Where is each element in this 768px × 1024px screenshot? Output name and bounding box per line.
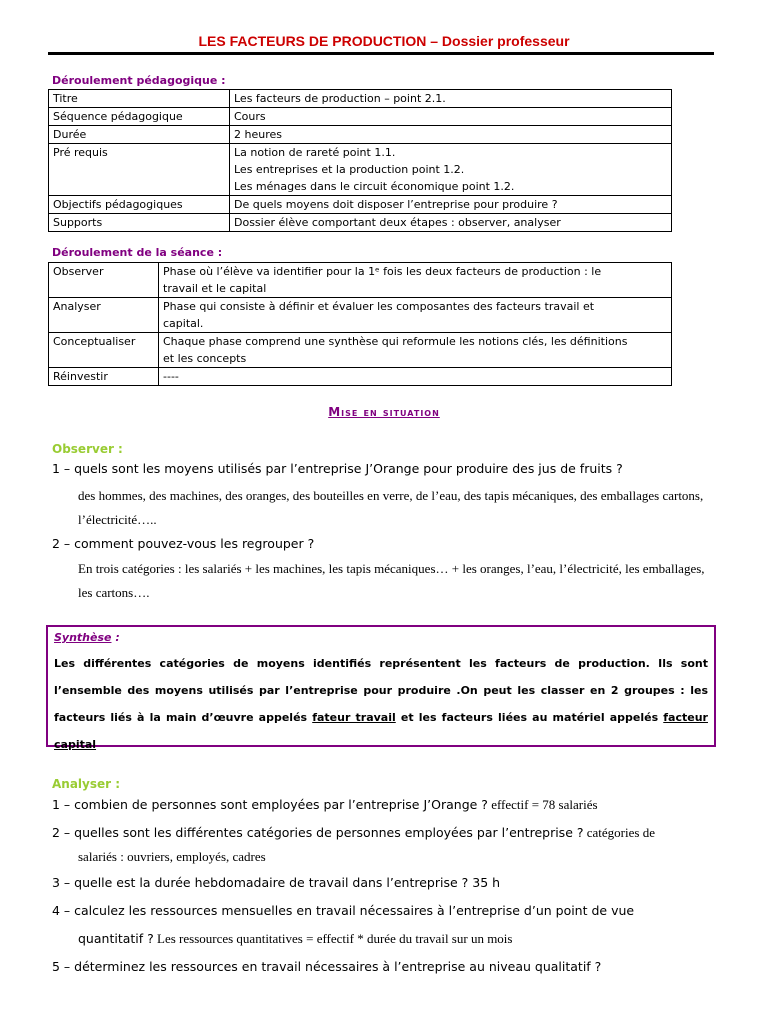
analyser-question-2: 2 – quelles sont les différentes catégories de personnes employées par l’entreprise ? catégories de: [52, 825, 655, 840]
observer-answer-1: des hommes, des machines, des oranges, des bouteilles en verre, de l’eau, des tapis mécaniques, des emballages cartons, l’électricité…..: [78, 488, 704, 527]
observer-answer-2: En trois catégories : les salariés + les machines, les tapis mécaniques… + les oranges, l’eau, l’électricité, les emballages, les cartons….: [78, 561, 705, 600]
analyser-question-3: 3 – quelle est la durée hebdomadaire de travail dans l’entreprise ? 35 h: [52, 875, 501, 890]
row-value: [230, 214, 672, 232]
row-value-line: Les facteurs de production – point 2.1.: [234, 92, 446, 105]
analyser-question-5: 5 – déterminez les ressources en travail nécessaires à l’entreprise au niveau qualitatif ?: [52, 959, 602, 974]
analyser-question-4-cont: quantitatif ? Les ressources quantitatives = effectif * durée du travail sur un mois: [78, 931, 513, 946]
title-rule: [48, 52, 714, 55]
row-value-line: Phase qui consiste à définir et évaluer les composantes des facteurs travail et: [163, 300, 595, 313]
analyser-heading: Analyser :: [52, 777, 121, 791]
analyser-question-1: 1 – combien de personnes sont employées par l’entreprise J’Orange ? effectif = 78 salariés: [52, 797, 598, 812]
row-label: Objectifs pédagogiques: [49, 196, 230, 214]
row-value-line: Cours: [234, 110, 266, 123]
term-facteur-capital: facteur capital: [54, 711, 708, 751]
deroulement-seance-table: [48, 262, 672, 386]
document-title: LES FACTEURS DE PRODUCTION – Dossier professeur: [198, 33, 570, 49]
row-value-line: capital.: [163, 317, 204, 330]
term-facteur-travail: fateur travail: [312, 711, 396, 724]
row-value: [230, 196, 672, 214]
row-value-line: La notion de rareté point 1.1.: [234, 146, 396, 159]
observer-question-1: 1 – quels sont les moyens utilisés par l’entreprise J’Orange pour produire des jus de fruits ?: [52, 461, 623, 476]
row-value-line: 2 heures: [234, 128, 282, 141]
deroulement-pedagogique-table: [48, 89, 672, 232]
row-label: Titre: [49, 90, 230, 108]
table-row: [49, 214, 672, 232]
row-label: Séquence pédagogique: [49, 108, 230, 126]
deroulement-pedagogique-heading: Déroulement pédagogique :: [52, 74, 226, 87]
table-row: [49, 263, 672, 298]
row-value-line: Les ménages dans le circuit économique point 1.2.: [234, 180, 515, 193]
analyser-question-4: 4 – calculez les ressources mensuelles en travail nécessaires à l’entreprise d’un point de vue: [52, 903, 635, 918]
row-label: Analyser: [49, 298, 159, 333]
row-value-line: ----: [163, 370, 179, 383]
row-value: [230, 108, 672, 126]
row-value-line: De quels moyens doit disposer l’entreprise pour produire ?: [234, 198, 558, 211]
table-row: [49, 90, 672, 108]
table-row: [49, 333, 672, 368]
mise-en-situation-heading: Mise en situation: [328, 405, 440, 419]
row-value: [230, 144, 672, 196]
row-value: [159, 263, 672, 298]
row-value-line: travail et le capital: [163, 282, 267, 295]
table-row: [49, 298, 672, 333]
row-label: Pré requis: [49, 144, 230, 196]
row-label: Durée: [49, 126, 230, 144]
row-value: [230, 90, 672, 108]
row-value: [159, 333, 672, 368]
deroulement-seance-heading: Déroulement de la séance :: [52, 246, 223, 259]
row-value: [159, 298, 672, 333]
synthese-title: Synthèse :: [54, 631, 120, 644]
table-row: [49, 144, 672, 196]
row-label: Observer: [49, 263, 159, 298]
row-value-line: Phase où l’élève va identifier pour la 1ᵉ fois les deux facteurs de production : le: [163, 265, 602, 278]
row-value-line: et les concepts: [163, 352, 247, 365]
table-row: [49, 196, 672, 214]
row-label: Réinvestir: [49, 368, 159, 386]
table-row: [49, 108, 672, 126]
row-value-line: Dossier élève comportant deux étapes : observer, analyser: [234, 216, 561, 229]
table-row: [49, 126, 672, 144]
analyser-answer-2: salariés : ouvriers, employés, cadres: [78, 849, 266, 864]
row-value: [159, 368, 672, 386]
synthese-box: [46, 625, 716, 751]
observer-question-2: 2 – comment pouvez-vous les regrouper ?: [52, 536, 315, 551]
row-value: [230, 126, 672, 144]
synthese-body: Les différentes catégories de moyens identifiés représentent les facteurs de production. Ils sont l’ensemble des moyens utilisés par l’entreprise pour produire .On peut les classer en 2 groupes : les facteurs liés à la main d’œuvre appelés fateur travail et les facteurs liées au matériel appelés facteur capital: [54, 657, 708, 751]
row-label: Conceptualiser: [49, 333, 159, 368]
table-row: [49, 368, 672, 386]
row-value-line: Chaque phase comprend une synthèse qui reformule les notions clés, les définitions: [163, 335, 628, 348]
row-value-line: Les entreprises et la production point 1.2.: [234, 163, 465, 176]
observer-heading: Observer :: [52, 442, 123, 456]
row-label: Supports: [49, 214, 230, 232]
